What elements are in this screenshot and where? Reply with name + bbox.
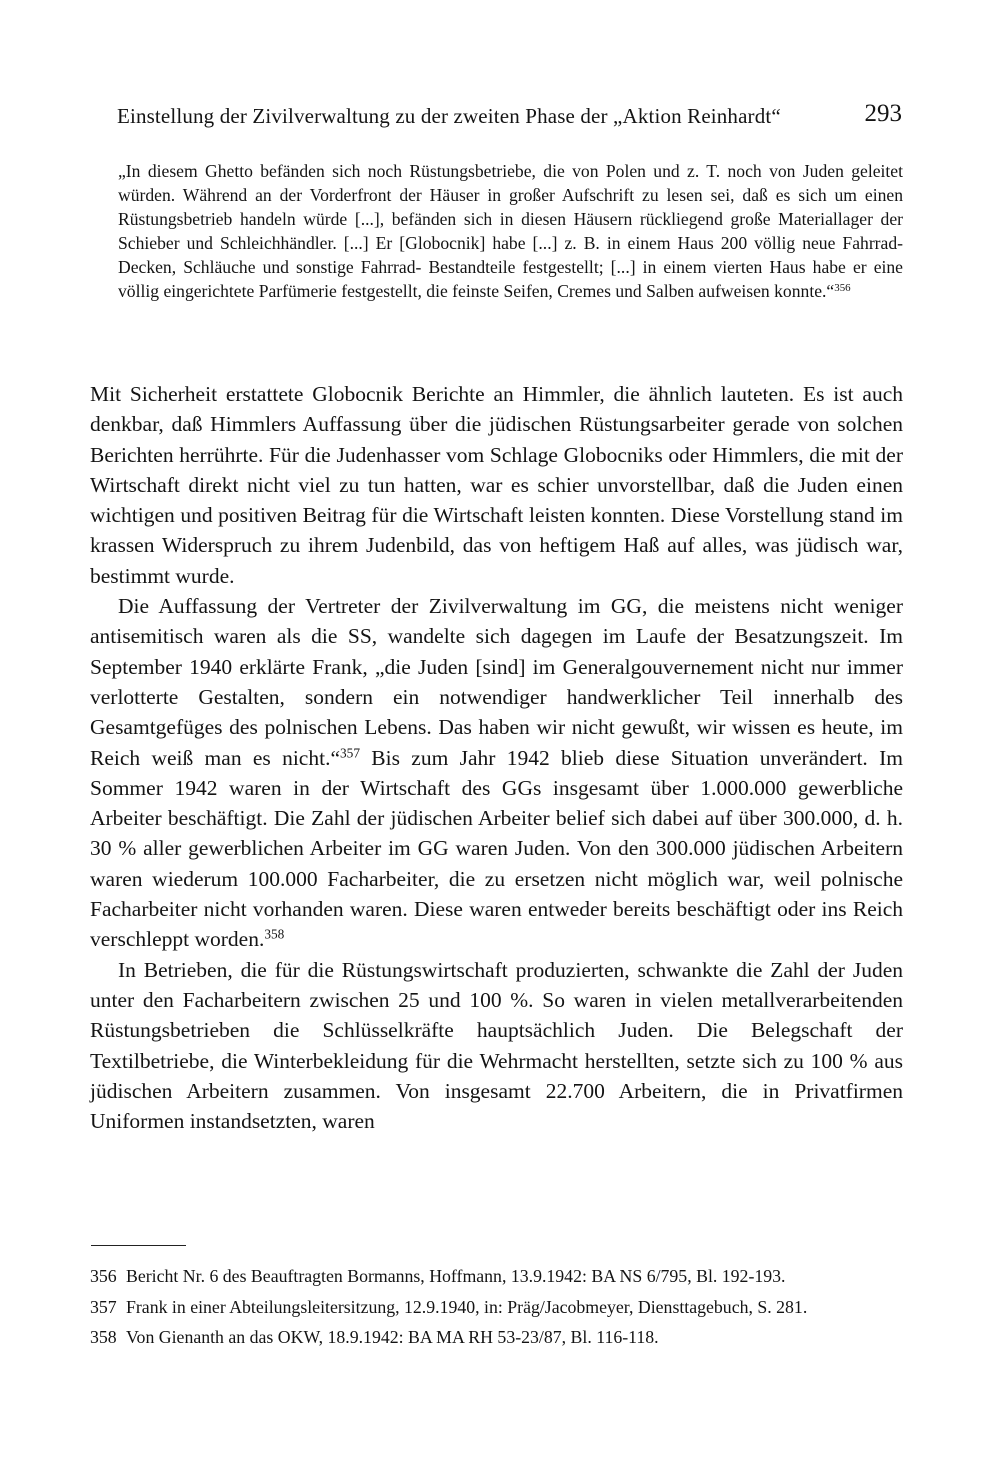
body-paragraph-2 [90,591,903,955]
body-paragraph-2-part-2: Bis zum Jahr 1942 blieb diese Situation unverändert. Im Sommer 1942 waren in der Wirtschaft des GGs insgesamt über 1.000.000 gewerbliche Arbeiter beschäftigt. Die Zahl der jüdischen Arbeiter belief sich dabei auf über 300.000, d. h. 30 % aller gewerblichen Arbeiter im GG waren Juden. Von den 300.000 jüdischen Arbeitern waren wiederum 100.000 Facharbeiter, die zu ersetzen nicht möglich war, weil polnische Facharbeiter nicht vorhanden waren. Diese waren entweder bereits beschäftigt oder ins Reich verschleppt worden. [90,745,903,952]
footnote-text: Bericht Nr. 6 des Beauftragten Bormanns, Hoffmann, 13.9.1942: BA NS 6/795, Bl. 192-193. [126,1266,786,1286]
main-text [90,379,903,1136]
block-quote-text: „In diesem Ghetto befänden sich noch Rüstungsbetriebe, die von Polen und z. T. noch von Juden geleitet würden. Während an der Vorderfront der Häuser in großer Aufschrift zu lesen sei, daß es sich um einen Rüstungsbetrieb handeln würde [...], befänden sich in diesen Häusern rückliegend große Materiallager der Schieber und Schleichhändler. [...] Er [Globocnik] habe [...] z. B. in einem Haus 200 völlig neue Fahrrad-Decken, Schläuche und sonstige Fahrrad- Bestandteile festgestellt; [...] in einem vierten Haus habe er eine völlig eingerichtete Parfümerie festgestellt, die feinste Seifen, Cremes und Salben aufweisen konnte.“ [118,161,903,301]
page-number: 293 [864,100,902,127]
block-quote-paragraph [118,160,903,303]
footnote-text: Von Gienanth an das OKW, 18.9.1942: BA MA RH 53-23/87, Bl. 116-118. [126,1327,659,1347]
footnotes [90,1264,903,1356]
footnote-ref-357[interactable]: 357 [340,745,360,761]
footnote-number: 357 [90,1296,117,1317]
body-paragraph-1: Mit Sicherheit erstattete Globocnik Berichte an Himmler, die ähnlich lauteten. Es ist auch denkbar, daß Himmlers Auffassung über die jüdischen Rüstungsarbeiter gerade von solchen Berichten herrührte. Für die Judenhasser vom Schlage Globocniks oder Himmlers, die mit der Wirtschaft direkt nicht viel zu tun hatten, war es schier unvorstellbar, daß die Juden einen wichtigen und positiven Beitrag für die Wirtschaft leisten konnten. Diese Vorstellung stand im krassen Widerspruch zu ihrem Judenbild, das von heftigem Haß auf alles, was jüdisch war, bestimmt wurde. [90,382,903,588]
footnote-356 [90,1264,903,1289]
body-paragraph-2-part-1: Die Auffassung der Vertreter der Zivilverwaltung im GG, die meistens nicht weniger antisemitisch waren als die SS, wandelte sich dagegen im Laufe der Besatzungszeit. Im September 1940 erklärte Frank, „die Juden [sind] im Generalgouvernement nicht nur immer verlotterte Gestalten, sondern ein notwendiger handwerklicher Teil innerhalb des Gesamtgefüges des polnischen Lebens. Das haben wir nicht gewußt, wir wissen es heute, im Reich weiß man es nicht.“ [90,594,903,770]
footnote-ref-356[interactable]: 356 [834,281,851,294]
body-paragraph-3: In Betrieben, die für die Rüstungswirtschaft produzierten, schwankte die Zahl der Juden unter den Facharbeitern zwischen 25 und 100 %. So waren in vielen metallverarbeitenden Rüstungsbetrieben die Schlüsselkräfte hauptsächlich Juden. Die Belegschaft der Textilbetriebe, die Winterbekleidung für die Wehrmacht herstellten, setzte sich zu 100 % aus jüdischen Arbeitern zusammen. Von insgesamt 22.700 Arbeitern, die in Privatfirmen Uniformen instandsetzten, waren [90,957,903,1134]
block-quote [118,160,903,303]
footnote-ref-358[interactable]: 358 [264,927,285,943]
footnote-number: 358 [90,1327,117,1347]
running-header [117,100,902,136]
footnote-358 [90,1325,903,1350]
footnote-text: Frank in einer Abteilungsleitersitzung, 12.9.1940, in: Präg/Jacobmeyer, Diensttagebuch, S. 281. [126,1296,808,1317]
footnote-separator [91,1245,186,1246]
footnote-number: 356 [90,1266,117,1286]
footnote-357 [90,1295,903,1320]
running-header-title: Einstellung der Zivilverwaltung zu der zweiten Phase der „Aktion Reinhardt“ [117,104,781,128]
